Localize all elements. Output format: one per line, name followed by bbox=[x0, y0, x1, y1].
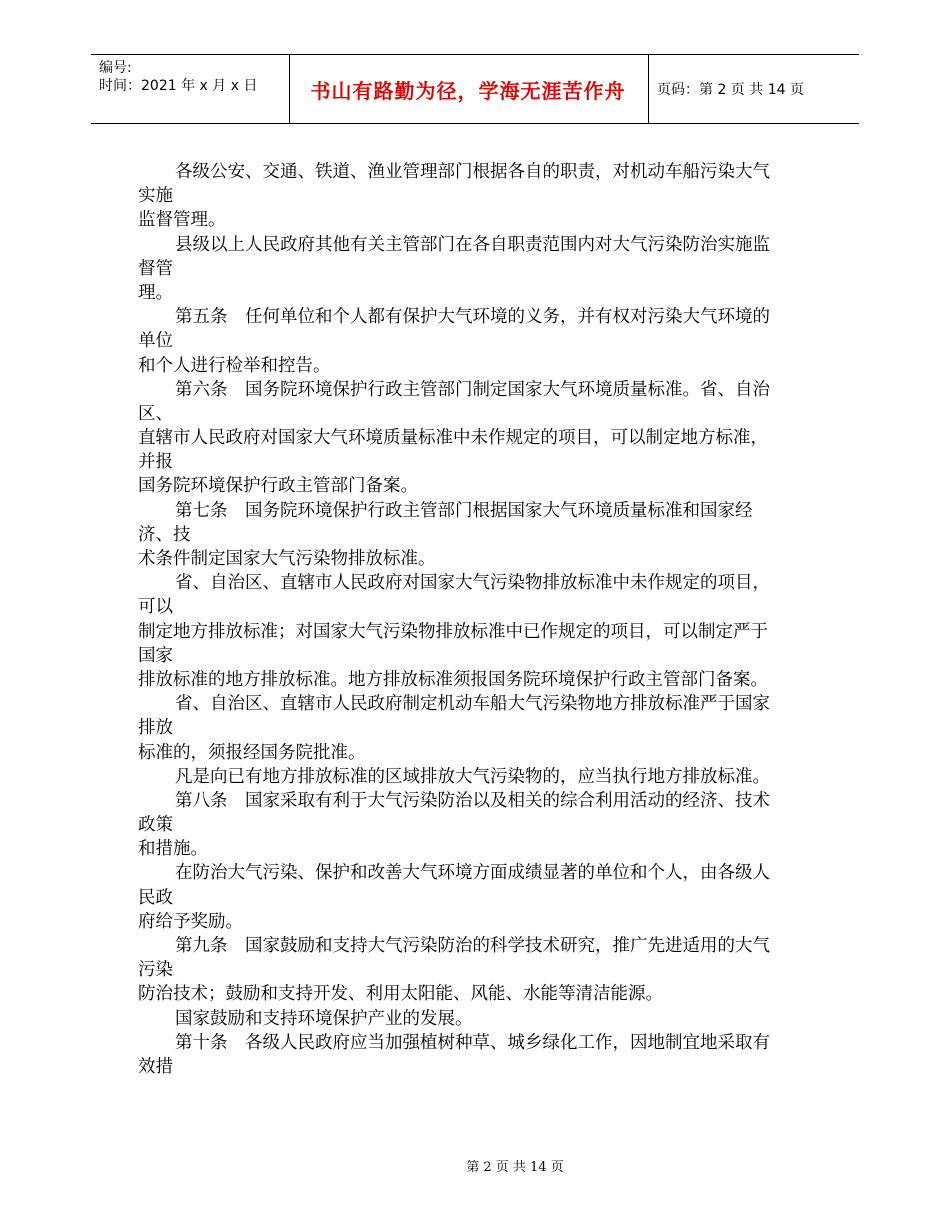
body-text-line: 单位 bbox=[138, 331, 173, 352]
body-text-line: 并报 bbox=[138, 452, 173, 473]
body-text-line: 国家鼓励和支持环境保护产业的发展。 bbox=[175, 1008, 473, 1029]
body-text-line: 第七条 国务院环境保护行政主管部门根据国家大气环境质量标准和国家经 bbox=[175, 500, 753, 521]
page-header bbox=[91, 54, 859, 124]
body-text-line: 政策 bbox=[138, 815, 173, 836]
body-text-line: 各级公安、交通、铁道、渔业管理部门根据各自的职责，对机动车船污染大气 bbox=[175, 162, 770, 182]
body-text-line: 术条件制定国家大气污染物排放标准。 bbox=[138, 549, 436, 569]
body-text-line: 凡是向已有地方排放标准的区域排放大气污染物的，应当执行地方排放标准。 bbox=[175, 766, 770, 787]
document-time-label: 时间：2021 年 x 月 x 日 bbox=[99, 78, 258, 94]
header-meta bbox=[99, 59, 257, 95]
body-text-line: 在防治大气污染、保护和改善大气环境方面成绩显著的单位和个人，由各级人 bbox=[175, 863, 770, 884]
body-text-line: 直辖市人民政府对国家大气环境质量标准中未作规定的项目，可以制定地方标准， bbox=[138, 428, 768, 449]
body-text-line: 国务院环境保护行政主管部门备案。 bbox=[138, 476, 418, 497]
body-text-line: 省、自治区、直辖市人民政府制定机动车船大气污染物地方排放标准严于国家 bbox=[175, 694, 770, 715]
body-text-line: 第九条 国家鼓励和支持大气污染防治的科学技术研究，推广先进适用的大气 bbox=[175, 936, 770, 956]
body-text-line: 可以 bbox=[138, 597, 173, 618]
body-text-line: 第五条 任何单位和个人都有保护大气环境的义务，并有权对污染大气环境的 bbox=[175, 307, 770, 328]
body-text-line: 民政 bbox=[138, 887, 173, 908]
body-text-line: 和个人进行检举和控告。 bbox=[138, 355, 331, 376]
body-text-line: 督管 bbox=[138, 258, 173, 279]
document-body bbox=[138, 160, 818, 1079]
body-text-line: 和措施。 bbox=[138, 839, 208, 860]
body-text-line: 排放标准的地方排放标准。地方排放标准须报国务院环境保护行政主管部门备案。 bbox=[138, 669, 768, 690]
body-text-line: 国家 bbox=[138, 645, 173, 666]
body-text-line: 防治技术；鼓励和支持开发、利用太阳能、风能、水能等清洁能源。 bbox=[138, 984, 663, 1005]
body-text-line: 第六条 国务院环境保护行政主管部门制定国家大气环境质量标准。省、自治 bbox=[175, 379, 770, 400]
document-number-label: 编号: bbox=[99, 60, 132, 76]
page-footer: 第 2 页 共 14 页 bbox=[466, 1160, 564, 1175]
body-text-line: 制定地方排放标准；对国家大气污染物排放标准中已作规定的项目，可以制定严于 bbox=[138, 621, 768, 642]
header-motto: 书山有路勤为径，学海无涯苦作舟 bbox=[310, 78, 626, 103]
body-text-line: 第八条 国家采取有利于大气污染防治以及相关的综合利用活动的经济、技术 bbox=[175, 790, 770, 811]
body-text-line: 济、技 bbox=[138, 524, 191, 545]
header-divider bbox=[648, 55, 649, 123]
body-text-line: 府给予奖励。 bbox=[138, 911, 243, 932]
body-text-line: 理。 bbox=[138, 282, 173, 303]
body-text-line: 实施 bbox=[138, 186, 173, 207]
body-text-line: 监督管理。 bbox=[138, 210, 226, 231]
body-text-line: 省、自治区、直辖市人民政府对国家大气污染物排放标准中未作规定的项目， bbox=[175, 573, 770, 594]
body-text-line: 区、 bbox=[138, 403, 173, 424]
body-text-line: 县级以上人民政府其他有关主管部门在各自职责范围内对大气污染防治实施监 bbox=[175, 234, 770, 255]
body-text-line: 效措 bbox=[138, 1056, 173, 1077]
body-text-line: 排放 bbox=[138, 718, 173, 739]
header-page-number: 页码：第 2 页 共 14 页 bbox=[657, 82, 804, 98]
body-text-line: 标准的，须报经国务院批准。 bbox=[138, 742, 366, 763]
body-text-line: 第十条 各级人民政府应当加强植树种草、城乡绿化工作，因地制宜地采取有 bbox=[175, 1032, 770, 1053]
body-text-line: 污染 bbox=[138, 960, 173, 981]
